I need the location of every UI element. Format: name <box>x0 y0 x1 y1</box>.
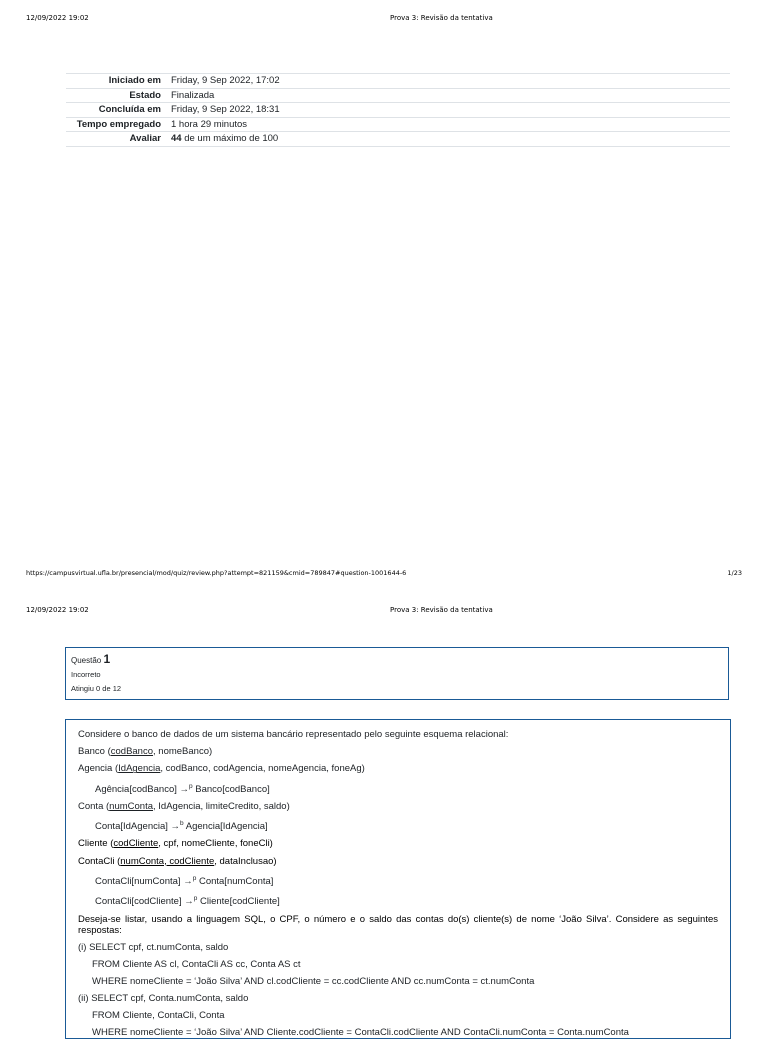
option-2-where: WHERE nomeCliente = ‘João Silva’ AND Cliente.codCliente = ContaCli.codCliente AND ContaCli.numConta = Conta.numConta <box>92 1027 629 1039</box>
summary-label: Avaliar <box>129 133 161 144</box>
summary-row-started <box>66 74 730 89</box>
option-1-from: FROM Cliente AS cl, ContaCli AS cc, Conta AS ct <box>92 958 301 970</box>
summary-value <box>161 132 730 147</box>
arrow-icon: → <box>183 875 193 887</box>
arrow-icon: → <box>184 896 194 908</box>
schema-contacli <box>78 856 718 867</box>
relation-attrs: , dataInclusao) <box>214 855 277 867</box>
fk-contacli-cliente <box>78 893 718 907</box>
fk-left: ContaCli[codCliente] <box>95 896 182 908</box>
fk-contacli-conta <box>78 873 718 887</box>
summary-label: Estado <box>129 89 161 101</box>
arrow-icon: → <box>170 821 181 833</box>
relation-attrs: , IdAgencia, limiteCredito, saldo) <box>153 800 290 812</box>
question-text-box <box>65 719 731 1039</box>
footer-page-number: 1/23 <box>727 569 742 577</box>
fk-left: Conta[IdAgencia] <box>95 821 168 833</box>
question-label: Questão <box>71 656 102 665</box>
fk-left: ContaCli[numConta] <box>95 875 181 887</box>
question-info-box <box>65 647 729 700</box>
relation-name: ContaCli ( <box>78 855 121 867</box>
option-1-where: WHERE nomeCliente = ‘João Silva’ AND cl.codCliente = cc.codCliente AND cc.numConta = ct.numConta <box>92 975 535 987</box>
summary-label: Concluída em <box>98 104 161 115</box>
relation-attrs: , codBanco, codAgencia, nomeAgencia, foneAg) <box>160 763 365 775</box>
relation-name: Cliente ( <box>78 838 114 850</box>
fk-right: Banco[codBanco] <box>192 783 270 795</box>
summary-value: Finalizada <box>171 89 215 101</box>
summary-value: 1 hora 29 minutos <box>171 118 248 130</box>
primary-key: codCliente <box>113 838 159 850</box>
question-number-value: 1 <box>103 652 111 666</box>
schema-agencia <box>78 763 718 774</box>
header-title: Prova 3: Revisão da tentativa <box>390 606 493 614</box>
grade-max: de um máximo de 100 <box>181 133 279 144</box>
question-state: Incorreto <box>71 670 101 679</box>
option-2-select: (ii) SELECT cpf, Conta.numConta, saldo <box>78 993 249 1005</box>
fk-sup: p <box>192 874 197 882</box>
summary-label: Tempo empregado <box>76 118 161 130</box>
fk-right: Agencia[IdAgencia] <box>183 821 268 833</box>
primary-key: numConta <box>109 800 153 812</box>
fk-sup: b <box>180 820 184 828</box>
fk-sup: p <box>189 782 193 790</box>
schema-conta <box>78 801 718 812</box>
relation-name: Conta ( <box>78 800 110 812</box>
relation-attrs: , nomeBanco) <box>153 746 213 758</box>
summary-value: Friday, 9 Sep 2022, 18:31 <box>171 104 280 115</box>
header-title: Prova 3: Revisão da tentativa <box>390 14 493 22</box>
primary-key: numConta, codCliente <box>120 855 215 867</box>
summary-row-state <box>66 88 730 103</box>
fk-sup: p <box>193 895 198 903</box>
fk-agencia-banco <box>78 781 718 795</box>
option-2-from: FROM Cliente, ContaCli, Conta <box>92 1010 225 1022</box>
summary-row-completed <box>66 103 730 118</box>
schema-banco <box>78 746 718 757</box>
fk-conta-agencia <box>78 818 718 832</box>
attempt-summary-table <box>66 73 730 147</box>
summary-value: Friday, 9 Sep 2022, 17:02 <box>171 75 280 86</box>
schema-intro: Considere o banco de dados de um sistema bancário representado pelo seguinte esquema relacional: <box>78 729 509 740</box>
arrow-icon: → <box>179 783 190 795</box>
header-date: 12/09/2022 19:02 <box>26 14 89 22</box>
relation-name: Agencia ( <box>78 763 119 775</box>
primary-key: codBanco <box>110 746 154 758</box>
summary-row-grade <box>66 132 730 147</box>
schema-cliente <box>78 838 718 849</box>
summary-label: Iniciado em <box>108 75 161 86</box>
footer-url: https://campusvirtual.ufla.br/presencial/mod/quiz/review.php?attempt=821159&cmid=789847#question-1001644-6 <box>26 569 407 577</box>
summary-row-time-taken <box>66 117 730 132</box>
question-grade: Atingiu 0 de 12 <box>71 684 122 693</box>
fk-right: Conta[numConta] <box>196 875 274 887</box>
question-number <box>71 652 723 666</box>
relation-attrs: , cpf, nomeCliente, foneCli) <box>158 838 273 850</box>
fk-right: Cliente[codCliente] <box>197 896 280 908</box>
page1-footer <box>26 569 742 577</box>
relation-name: Banco ( <box>78 746 111 758</box>
header-date: 12/09/2022 19:02 <box>26 606 89 614</box>
primary-key: IdAgencia <box>118 763 161 775</box>
question-prompt: Deseja-se listar, usando a linguagem SQL, o CPF, o número e o saldo das contas do(s) cliente(s) de nome ‘João Silva’. Considere as seguintes respostas: <box>78 913 718 936</box>
grade-score: 44 <box>171 133 182 144</box>
option-1-select: (i) SELECT cpf, ct.numConta, saldo <box>78 941 229 953</box>
fk-left: Agência[codBanco] <box>95 783 177 795</box>
